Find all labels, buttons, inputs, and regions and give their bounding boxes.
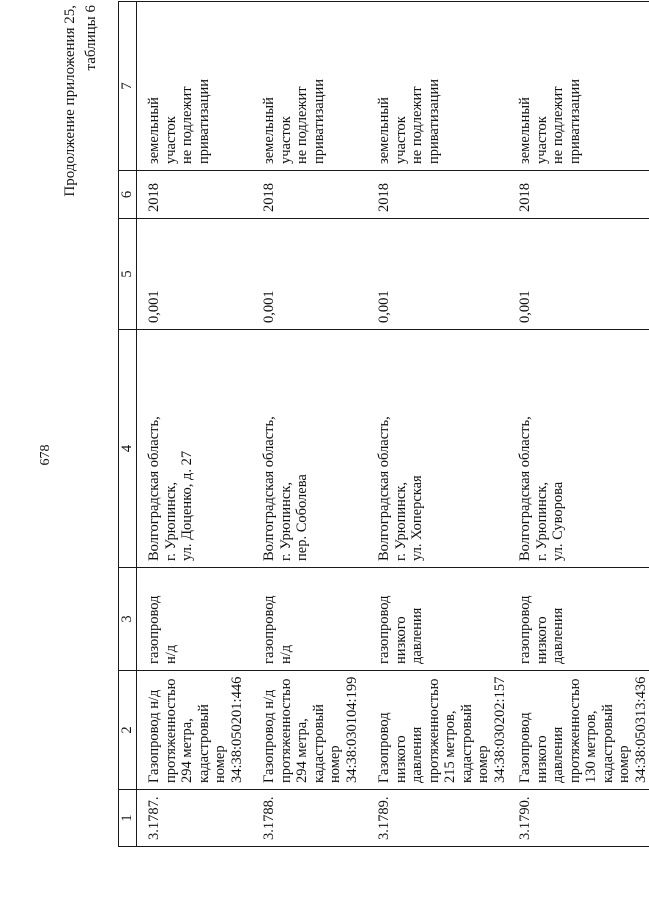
object-name: Газопровод низкого давления протяженностью 130 метров, кадастровый номер 34:38:050313:436 bbox=[508, 671, 649, 790]
column-header-6: 6 bbox=[119, 171, 137, 219]
object-year: 2018 bbox=[508, 171, 649, 219]
column-header-4: 4 bbox=[119, 330, 137, 568]
row-number: 3.1790. bbox=[508, 790, 649, 847]
continuation-line-2: таблицы 6 bbox=[83, 5, 99, 71]
column-header-7: 7 bbox=[119, 2, 137, 171]
row-number: 3.1787. bbox=[137, 790, 253, 847]
table-container bbox=[118, 2, 649, 847]
object-year: 2018 bbox=[252, 171, 367, 219]
object-note: земельный участок не подлежит приватизации bbox=[508, 2, 649, 171]
object-address: Волгоградская область, г. Урюпинск, ул. Суворова bbox=[508, 330, 649, 568]
object-type: газопровод низкого давления bbox=[508, 568, 649, 671]
object-type: газопровод н/д bbox=[137, 568, 253, 671]
object-year: 2018 bbox=[137, 171, 253, 219]
object-name: Газопровод н/д протяженностью 294 метра, кадастровый номер 34:38:050201:446 bbox=[137, 671, 253, 790]
object-area: 0,001 bbox=[137, 219, 253, 330]
property-table bbox=[118, 1, 649, 847]
column-header-5: 5 bbox=[119, 219, 137, 330]
object-name: Газопровод н/д протяженностью 294 метра, кадастровый номер 34:38:030104:199 bbox=[252, 671, 367, 790]
object-name: Газопровод низкого давления протяженностью 215 метров, кадастровый номер 34:38:030202:157 bbox=[367, 671, 508, 790]
continuation-note bbox=[60, 5, 102, 255]
table-row bbox=[508, 2, 649, 847]
row-number: 3.1788. bbox=[252, 790, 367, 847]
object-type: газопровод низкого давления bbox=[367, 568, 508, 671]
page-number: 678 bbox=[38, 444, 53, 466]
object-address: Волгоградская область, г. Урюпинск, ул. Доценко, д. 27 bbox=[137, 330, 253, 568]
table-row bbox=[137, 2, 253, 847]
row-number: 3.1789. bbox=[367, 790, 508, 847]
object-note: земельный участок не подлежит приватизации bbox=[367, 2, 508, 171]
object-address: Волгоградская область, г. Урюпинск, ул. Хоперская bbox=[367, 330, 508, 568]
column-header-2: 2 bbox=[119, 671, 137, 790]
object-note: земельный участок не подлежит приватизации bbox=[252, 2, 367, 171]
continuation-line-1: Продолжение приложения 25, bbox=[62, 5, 78, 197]
column-header-3: 3 bbox=[119, 568, 137, 671]
table-header-row bbox=[119, 2, 137, 847]
object-area: 0,001 bbox=[367, 219, 508, 330]
object-address: Волгоградская область, г. Урюпинск, пер. Соболева bbox=[252, 330, 367, 568]
object-year: 2018 bbox=[367, 171, 508, 219]
table-row bbox=[252, 2, 367, 847]
object-type: газопровод н/д bbox=[252, 568, 367, 671]
object-area: 0,001 bbox=[508, 219, 649, 330]
table-row bbox=[367, 2, 508, 847]
column-header-1: 1 bbox=[119, 790, 137, 847]
object-note: земельный участок не подлежит приватизации bbox=[137, 2, 253, 171]
object-area: 0,001 bbox=[252, 219, 367, 330]
